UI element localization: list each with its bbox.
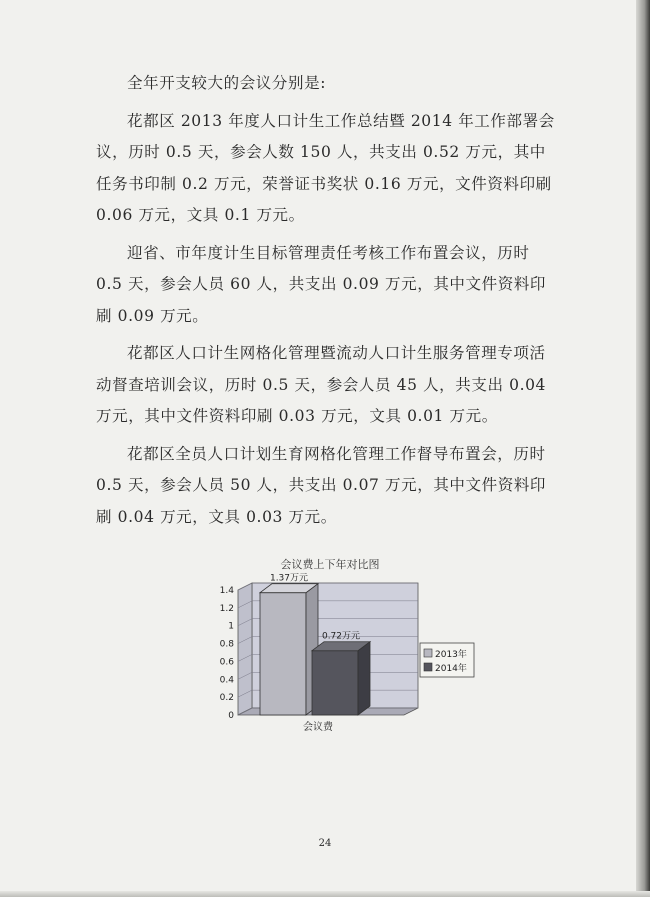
- y-tick-label: 1.2: [219, 603, 234, 614]
- scan-bottom-edge: [0, 891, 650, 897]
- chart-side-wall: [238, 583, 252, 715]
- x-category-label: 会议费: [303, 722, 333, 733]
- legend-label: 2013年: [435, 650, 467, 660]
- y-tick-label: 0: [228, 711, 234, 721]
- y-tick-label: 1: [228, 621, 234, 632]
- page-number: 24: [318, 838, 332, 849]
- y-tick-label: 1.4: [219, 586, 234, 596]
- legend-label: 2014年: [435, 664, 467, 674]
- y-tick-label: 0.6: [219, 657, 234, 668]
- chart-title: 会议费上下年对比图: [280, 558, 380, 571]
- document-body: [96, 68, 556, 539]
- paragraph: 全年开支较大的会议分别是:: [127, 74, 327, 92]
- paragraph: 花都区全员人口计划生育网格化管理工作督导布置会，历时 0.5 天，参会人员 50 人，共支出 0.07 万元，其中文件资料印刷 0.04 万元，文具 0.03 万元。: [96, 444, 552, 526]
- bar-2014年: [312, 651, 358, 715]
- scan-page-edge: [636, 0, 650, 897]
- paragraph: 花都区 2013 年度人口计生工作总结暨 2014 年工作部署会议，历时 0.5 天，参会人数 150 人，共支出 0.52 万元，其中任务书印制 0.2 万元，荣誉证书奖状 0.16 万元，文件资料印刷 0.06 万元，文具 0.1 万元。: [96, 111, 558, 224]
- y-tick-label: 0.2: [219, 693, 234, 704]
- bar-2013年: [260, 593, 306, 715]
- data-label: 1.37万元: [269, 573, 309, 584]
- y-tick-label: 0.8: [219, 639, 234, 650]
- data-label: 0.72万元: [321, 631, 361, 642]
- meeting-fee-chart: [196, 570, 486, 740]
- legend-swatch: [424, 663, 432, 671]
- legend-swatch: [424, 649, 432, 657]
- paragraph: 迎省、市年度计生目标管理责任考核工作布置会议，历时 0.5 天，参会人员 60 人，共支出 0.09 万元，其中文件资料印刷 0.09 万元。: [96, 243, 547, 325]
- paragraph: 花都区人口计生网格化管理暨流动人口计生服务管理专项活动督查培训会议，历时 0.5 天，参会人员 45 人，共支出 0.04 万元，其中文件资料印刷 0.03 万元，文具 0.01 万元。: [96, 344, 552, 425]
- y-tick-label: 0.4: [219, 675, 234, 686]
- bar-side-2014年: [358, 642, 370, 715]
